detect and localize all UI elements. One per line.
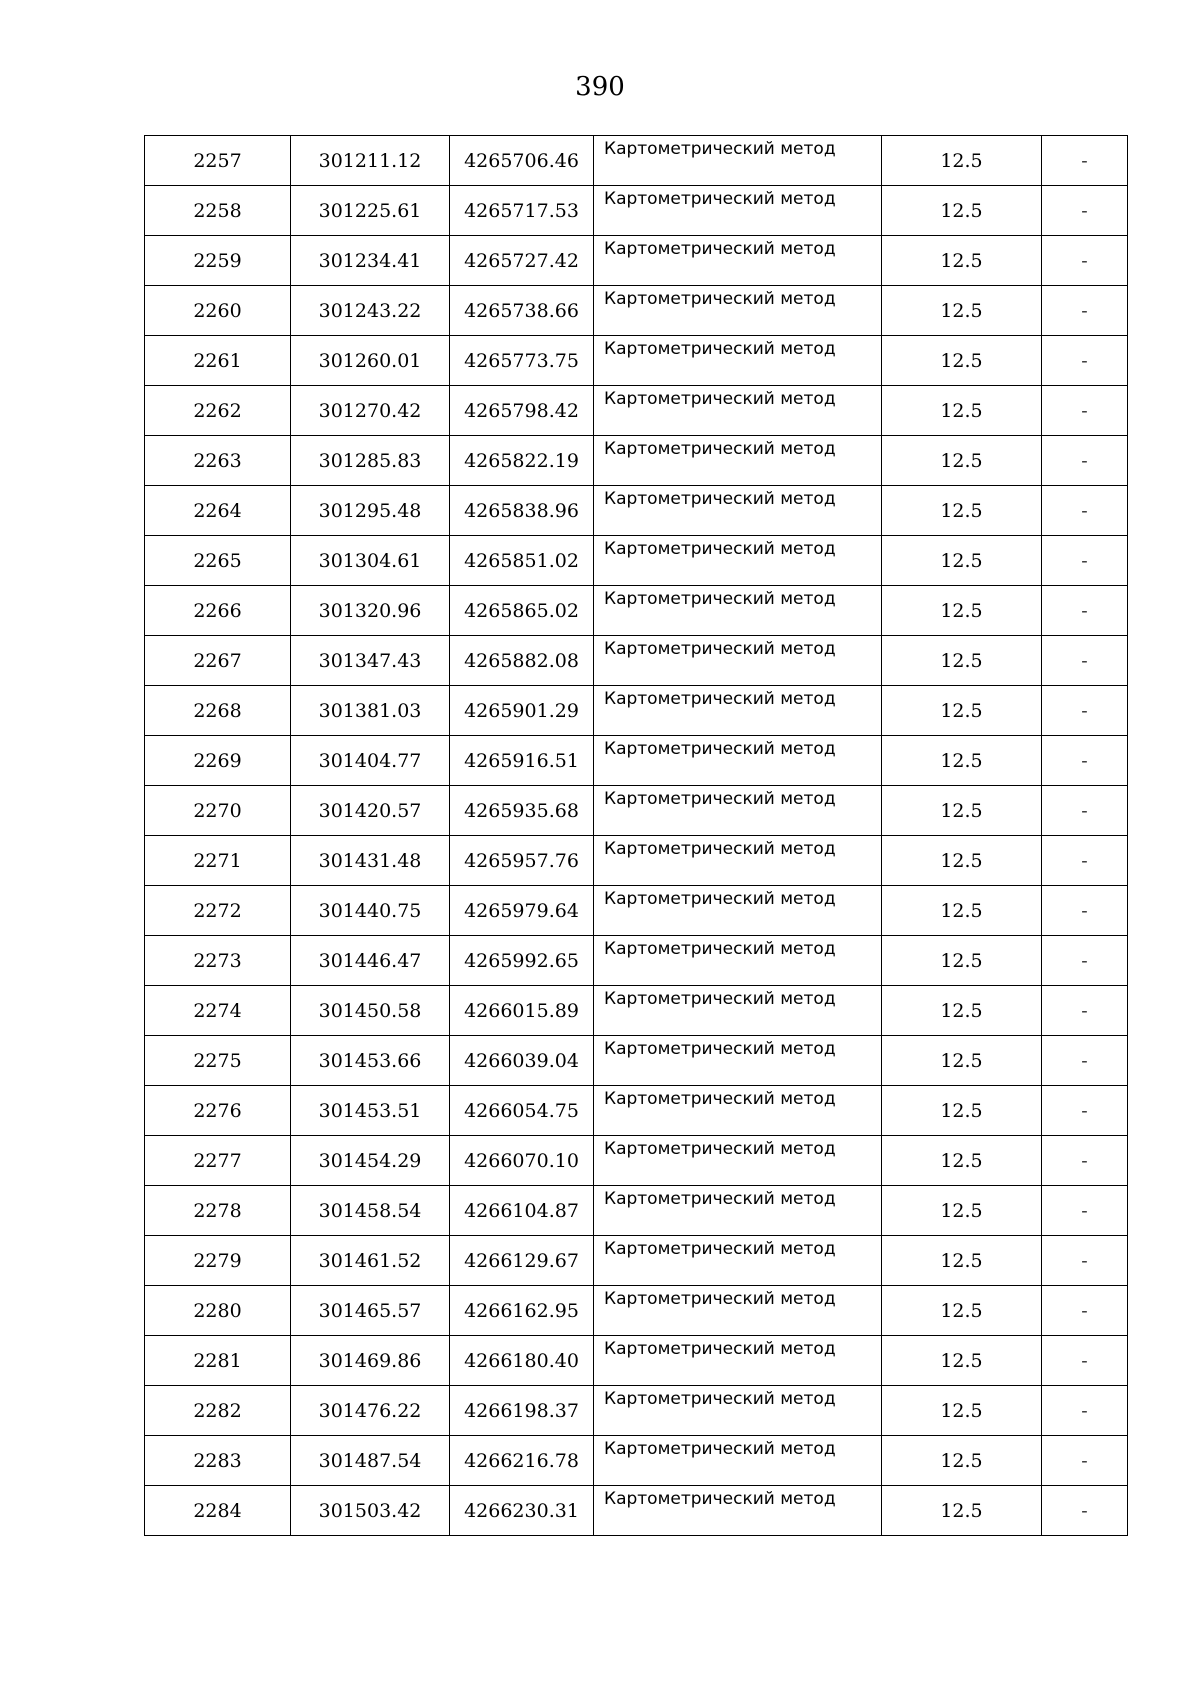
- point-number-cell: 2263: [145, 436, 291, 486]
- accuracy-cell: 12.5: [882, 1386, 1042, 1436]
- y-coordinate-cell: 4265706.46: [450, 136, 594, 186]
- y-coordinate-cell: 4265717.53: [450, 186, 594, 236]
- table-row: [145, 1486, 1128, 1536]
- point-number-cell: 2279: [145, 1236, 291, 1286]
- method-text: Картометрический метод: [604, 489, 836, 509]
- accuracy-cell: 12.5: [882, 186, 1042, 236]
- y-coordinate-cell: 4265838.96: [450, 486, 594, 536]
- method-cell: [594, 486, 882, 536]
- method-text: Картометрический метод: [604, 1239, 836, 1259]
- y-coordinate-cell: 4266162.95: [450, 1286, 594, 1336]
- accuracy-cell: 12.5: [882, 636, 1042, 686]
- point-number-cell: 2273: [145, 936, 291, 986]
- table-row: [145, 336, 1128, 386]
- y-coordinate-cell: 4265822.19: [450, 436, 594, 486]
- method-cell: [594, 436, 882, 486]
- method-cell: [594, 936, 882, 986]
- y-coordinate-cell: 4266180.40: [450, 1336, 594, 1386]
- method-text: Картометрический метод: [604, 589, 836, 609]
- point-number-cell: 2275: [145, 1036, 291, 1086]
- point-number-cell: 2259: [145, 236, 291, 286]
- point-number-cell: 2261: [145, 336, 291, 386]
- accuracy-cell: 12.5: [882, 986, 1042, 1036]
- y-coordinate-cell: 4266198.37: [450, 1386, 594, 1436]
- y-coordinate-cell: 4266129.67: [450, 1236, 594, 1286]
- x-coordinate-cell: 301476.22: [291, 1386, 450, 1436]
- y-coordinate-cell: 4266015.89: [450, 986, 594, 1036]
- accuracy-cell: 12.5: [882, 586, 1042, 636]
- table-row: [145, 1286, 1128, 1336]
- accuracy-cell: 12.5: [882, 1036, 1042, 1086]
- method-cell: [594, 1036, 882, 1086]
- method-cell: [594, 786, 882, 836]
- accuracy-cell: 12.5: [882, 736, 1042, 786]
- x-coordinate-cell: 301211.12: [291, 136, 450, 186]
- point-number-cell: 2278: [145, 1186, 291, 1236]
- table-row: [145, 536, 1128, 586]
- page-number: 390: [575, 72, 625, 102]
- method-text: Картометрический метод: [604, 1339, 836, 1359]
- accuracy-cell: 12.5: [882, 486, 1042, 536]
- method-text: Картометрический метод: [604, 889, 836, 909]
- method-cell: [594, 836, 882, 886]
- note-cell: -: [1042, 186, 1128, 236]
- table-body: [145, 136, 1128, 1536]
- table-row: [145, 236, 1128, 286]
- y-coordinate-cell: 4265727.42: [450, 236, 594, 286]
- method-cell: [594, 186, 882, 236]
- method-text: Картометрический метод: [604, 989, 836, 1009]
- note-cell: -: [1042, 836, 1128, 886]
- accuracy-cell: 12.5: [882, 1086, 1042, 1136]
- method-text: Картометрический метод: [604, 289, 836, 309]
- table-row: [145, 636, 1128, 686]
- table-row: [145, 136, 1128, 186]
- method-text: Картометрический метод: [604, 389, 836, 409]
- x-coordinate-cell: 301320.96: [291, 586, 450, 636]
- point-number-cell: 2281: [145, 1336, 291, 1386]
- note-cell: -: [1042, 386, 1128, 436]
- accuracy-cell: 12.5: [882, 1286, 1042, 1336]
- method-cell: [594, 886, 882, 936]
- x-coordinate-cell: 301431.48: [291, 836, 450, 886]
- y-coordinate-cell: 4265979.64: [450, 886, 594, 936]
- x-coordinate-cell: 301295.48: [291, 486, 450, 536]
- accuracy-cell: 12.5: [882, 836, 1042, 886]
- table-row: [145, 1136, 1128, 1186]
- method-cell: [594, 136, 882, 186]
- x-coordinate-cell: 301453.66: [291, 1036, 450, 1086]
- x-coordinate-cell: 301234.41: [291, 236, 450, 286]
- method-text: Картометрический метод: [604, 1489, 836, 1509]
- note-cell: -: [1042, 1486, 1128, 1536]
- method-cell: [594, 586, 882, 636]
- y-coordinate-cell: 4266230.31: [450, 1486, 594, 1536]
- note-cell: -: [1042, 1186, 1128, 1236]
- point-number-cell: 2268: [145, 686, 291, 736]
- method-text: Картометрический метод: [604, 1039, 836, 1059]
- point-number-cell: 2272: [145, 886, 291, 936]
- y-coordinate-cell: 4265773.75: [450, 336, 594, 386]
- y-coordinate-cell: 4266104.87: [450, 1186, 594, 1236]
- accuracy-cell: 12.5: [882, 1436, 1042, 1486]
- method-text: Картометрический метод: [604, 239, 836, 259]
- method-text: Картометрический метод: [604, 839, 836, 859]
- accuracy-cell: 12.5: [882, 786, 1042, 836]
- note-cell: -: [1042, 636, 1128, 686]
- point-number-cell: 2284: [145, 1486, 291, 1536]
- point-number-cell: 2274: [145, 986, 291, 1036]
- x-coordinate-cell: 301260.01: [291, 336, 450, 386]
- note-cell: -: [1042, 1336, 1128, 1386]
- method-cell: [594, 1286, 882, 1336]
- table-row: [145, 736, 1128, 786]
- x-coordinate-cell: 301465.57: [291, 1286, 450, 1336]
- point-number-cell: 2271: [145, 836, 291, 886]
- note-cell: -: [1042, 1136, 1128, 1186]
- accuracy-cell: 12.5: [882, 1486, 1042, 1536]
- method-text: Картометрический метод: [604, 1139, 836, 1159]
- method-text: Картометрический метод: [604, 1089, 836, 1109]
- x-coordinate-cell: 301243.22: [291, 286, 450, 336]
- y-coordinate-cell: 4265865.02: [450, 586, 594, 636]
- y-coordinate-cell: 4265798.42: [450, 386, 594, 436]
- method-text: Картометрический метод: [604, 189, 836, 209]
- note-cell: -: [1042, 486, 1128, 536]
- x-coordinate-cell: 301225.61: [291, 186, 450, 236]
- table-row: [145, 1186, 1128, 1236]
- x-coordinate-cell: 301461.52: [291, 1236, 450, 1286]
- note-cell: -: [1042, 336, 1128, 386]
- point-number-cell: 2280: [145, 1286, 291, 1336]
- table-row: [145, 686, 1128, 736]
- x-coordinate-cell: 301454.29: [291, 1136, 450, 1186]
- y-coordinate-cell: 4265882.08: [450, 636, 594, 686]
- accuracy-cell: 12.5: [882, 236, 1042, 286]
- table-row: [145, 886, 1128, 936]
- method-cell: [594, 1486, 882, 1536]
- method-text: Картометрический метод: [604, 939, 836, 959]
- y-coordinate-cell: 4266070.10: [450, 1136, 594, 1186]
- table-row: [145, 986, 1128, 1036]
- accuracy-cell: 12.5: [882, 286, 1042, 336]
- method-cell: [594, 286, 882, 336]
- point-number-cell: 2262: [145, 386, 291, 436]
- method-text: Картометрический метод: [604, 139, 836, 159]
- method-text: Картометрический метод: [604, 539, 836, 559]
- method-cell: [594, 536, 882, 586]
- method-cell: [594, 986, 882, 1036]
- x-coordinate-cell: 301458.54: [291, 1186, 450, 1236]
- point-number-cell: 2266: [145, 586, 291, 636]
- point-number-cell: 2283: [145, 1436, 291, 1486]
- method-text: Картометрический метод: [604, 739, 836, 759]
- method-cell: [594, 1436, 882, 1486]
- x-coordinate-cell: 301446.47: [291, 936, 450, 986]
- method-cell: [594, 236, 882, 286]
- x-coordinate-cell: 301270.42: [291, 386, 450, 436]
- table-row: [145, 936, 1128, 986]
- method-text: Картометрический метод: [604, 689, 836, 709]
- accuracy-cell: 12.5: [882, 1186, 1042, 1236]
- accuracy-cell: 12.5: [882, 336, 1042, 386]
- accuracy-cell: 12.5: [882, 886, 1042, 936]
- point-number-cell: 2282: [145, 1386, 291, 1436]
- method-cell: [594, 1186, 882, 1236]
- accuracy-cell: 12.5: [882, 136, 1042, 186]
- table-row: [145, 436, 1128, 486]
- note-cell: -: [1042, 936, 1128, 986]
- x-coordinate-cell: 301469.86: [291, 1336, 450, 1386]
- accuracy-cell: 12.5: [882, 386, 1042, 436]
- method-cell: [594, 686, 882, 736]
- method-cell: [594, 1386, 882, 1436]
- method-cell: [594, 1136, 882, 1186]
- point-number-cell: 2260: [145, 286, 291, 336]
- accuracy-cell: 12.5: [882, 936, 1042, 986]
- x-coordinate-cell: 301450.58: [291, 986, 450, 1036]
- y-coordinate-cell: 4266039.04: [450, 1036, 594, 1086]
- note-cell: -: [1042, 1386, 1128, 1436]
- accuracy-cell: 12.5: [882, 686, 1042, 736]
- method-text: Картометрический метод: [604, 439, 836, 459]
- accuracy-cell: 12.5: [882, 1136, 1042, 1186]
- y-coordinate-cell: 4266216.78: [450, 1436, 594, 1486]
- note-cell: -: [1042, 436, 1128, 486]
- y-coordinate-cell: 4265901.29: [450, 686, 594, 736]
- accuracy-cell: 12.5: [882, 536, 1042, 586]
- table-row: [145, 486, 1128, 536]
- method-cell: [594, 336, 882, 386]
- note-cell: -: [1042, 1286, 1128, 1336]
- point-number-cell: 2269: [145, 736, 291, 786]
- method-text: Картометрический метод: [604, 1289, 836, 1309]
- note-cell: -: [1042, 286, 1128, 336]
- y-coordinate-cell: 4265935.68: [450, 786, 594, 836]
- note-cell: -: [1042, 886, 1128, 936]
- point-number-cell: 2264: [145, 486, 291, 536]
- note-cell: -: [1042, 736, 1128, 786]
- method-cell: [594, 1086, 882, 1136]
- method-text: Картометрический метод: [604, 639, 836, 659]
- y-coordinate-cell: 4265851.02: [450, 536, 594, 586]
- method-cell: [594, 636, 882, 686]
- table-row: [145, 1036, 1128, 1086]
- method-cell: [594, 1236, 882, 1286]
- x-coordinate-cell: 301420.57: [291, 786, 450, 836]
- coordinates-table: [144, 135, 1128, 1536]
- x-coordinate-cell: 301453.51: [291, 1086, 450, 1136]
- table-row: [145, 1336, 1128, 1386]
- table-row: [145, 286, 1128, 336]
- method-cell: [594, 1336, 882, 1386]
- x-coordinate-cell: 301304.61: [291, 536, 450, 586]
- y-coordinate-cell: 4265992.65: [450, 936, 594, 986]
- method-cell: [594, 736, 882, 786]
- point-number-cell: 2257: [145, 136, 291, 186]
- y-coordinate-cell: 4265738.66: [450, 286, 594, 336]
- note-cell: -: [1042, 136, 1128, 186]
- note-cell: -: [1042, 1036, 1128, 1086]
- note-cell: -: [1042, 586, 1128, 636]
- x-coordinate-cell: 301381.03: [291, 686, 450, 736]
- note-cell: -: [1042, 1436, 1128, 1486]
- method-text: Картометрический метод: [604, 789, 836, 809]
- method-text: Картометрический метод: [604, 1189, 836, 1209]
- y-coordinate-cell: 4265916.51: [450, 736, 594, 786]
- table-row: [145, 1086, 1128, 1136]
- accuracy-cell: 12.5: [882, 1336, 1042, 1386]
- table-row: [145, 786, 1128, 836]
- point-number-cell: 2258: [145, 186, 291, 236]
- note-cell: -: [1042, 1086, 1128, 1136]
- method-text: Картометрический метод: [604, 1439, 836, 1459]
- note-cell: -: [1042, 986, 1128, 1036]
- table-row: [145, 836, 1128, 886]
- table-row: [145, 1436, 1128, 1486]
- point-number-cell: 2277: [145, 1136, 291, 1186]
- x-coordinate-cell: 301503.42: [291, 1486, 450, 1536]
- point-number-cell: 2270: [145, 786, 291, 836]
- point-number-cell: 2267: [145, 636, 291, 686]
- x-coordinate-cell: 301347.43: [291, 636, 450, 686]
- note-cell: -: [1042, 686, 1128, 736]
- note-cell: -: [1042, 236, 1128, 286]
- x-coordinate-cell: 301487.54: [291, 1436, 450, 1486]
- table-row: [145, 1236, 1128, 1286]
- point-number-cell: 2276: [145, 1086, 291, 1136]
- y-coordinate-cell: 4265957.76: [450, 836, 594, 886]
- accuracy-cell: 12.5: [882, 436, 1042, 486]
- method-cell: [594, 386, 882, 436]
- table-row: [145, 386, 1128, 436]
- x-coordinate-cell: 301404.77: [291, 736, 450, 786]
- method-text: Картометрический метод: [604, 1389, 836, 1409]
- y-coordinate-cell: 4266054.75: [450, 1086, 594, 1136]
- note-cell: -: [1042, 536, 1128, 586]
- method-text: Картометрический метод: [604, 339, 836, 359]
- accuracy-cell: 12.5: [882, 1236, 1042, 1286]
- point-number-cell: 2265: [145, 536, 291, 586]
- x-coordinate-cell: 301285.83: [291, 436, 450, 486]
- table-row: [145, 586, 1128, 636]
- table-row: [145, 1386, 1128, 1436]
- table-row: [145, 186, 1128, 236]
- note-cell: -: [1042, 1236, 1128, 1286]
- x-coordinate-cell: 301440.75: [291, 886, 450, 936]
- note-cell: -: [1042, 786, 1128, 836]
